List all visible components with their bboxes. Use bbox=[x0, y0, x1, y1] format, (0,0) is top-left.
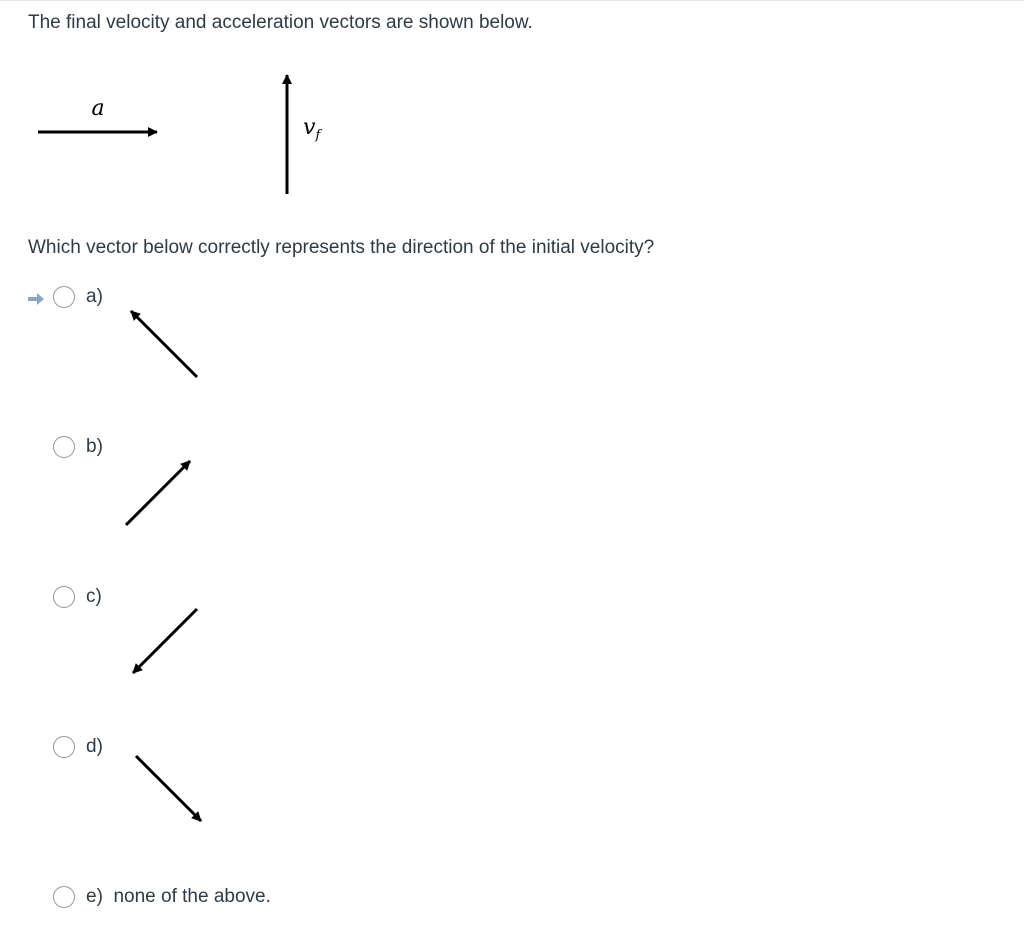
answer-c-vector bbox=[110, 598, 220, 688]
radio-button-c[interactable] bbox=[53, 586, 75, 608]
radio-button-b[interactable] bbox=[53, 436, 75, 458]
answer-label-a: a) bbox=[86, 286, 103, 307]
final-velocity-subscript: f bbox=[315, 128, 321, 143]
final-velocity-vector bbox=[287, 75, 322, 194]
acceleration-vector bbox=[38, 96, 157, 132]
radio-button-e[interactable] bbox=[53, 886, 75, 908]
answer-b-vector bbox=[110, 450, 220, 540]
right-arrow-icon bbox=[28, 293, 44, 305]
question-intro: The final velocity and acceleration vectors are shown below. bbox=[28, 12, 533, 33]
answer-d-vector bbox=[110, 744, 220, 834]
radio-button-a[interactable] bbox=[53, 286, 75, 308]
top-divider bbox=[0, 0, 1024, 1]
answer-label-b: b) bbox=[86, 436, 103, 457]
answer-a-arrow bbox=[131, 311, 197, 377]
answer-b-arrow bbox=[126, 461, 190, 525]
answer-label-d: d) bbox=[86, 736, 103, 757]
radio-button-d[interactable] bbox=[53, 736, 75, 758]
final-velocity-label bbox=[303, 115, 322, 143]
answer-a-vector bbox=[110, 296, 220, 386]
question-prompt: Which vector below correctly represents the direction of the initial velocity? bbox=[28, 237, 655, 258]
answer-label-c: c) bbox=[86, 586, 102, 607]
answer-label-e: e) none of the above. bbox=[86, 886, 271, 907]
acceleration-label: a bbox=[91, 96, 105, 121]
answer-option-e[interactable] bbox=[0, 882, 1024, 922]
answer-c-arrow bbox=[133, 609, 197, 673]
final-velocity-symbol: v bbox=[303, 115, 316, 140]
answer-d-arrow bbox=[136, 756, 201, 821]
given-vectors-figure bbox=[30, 66, 360, 201]
